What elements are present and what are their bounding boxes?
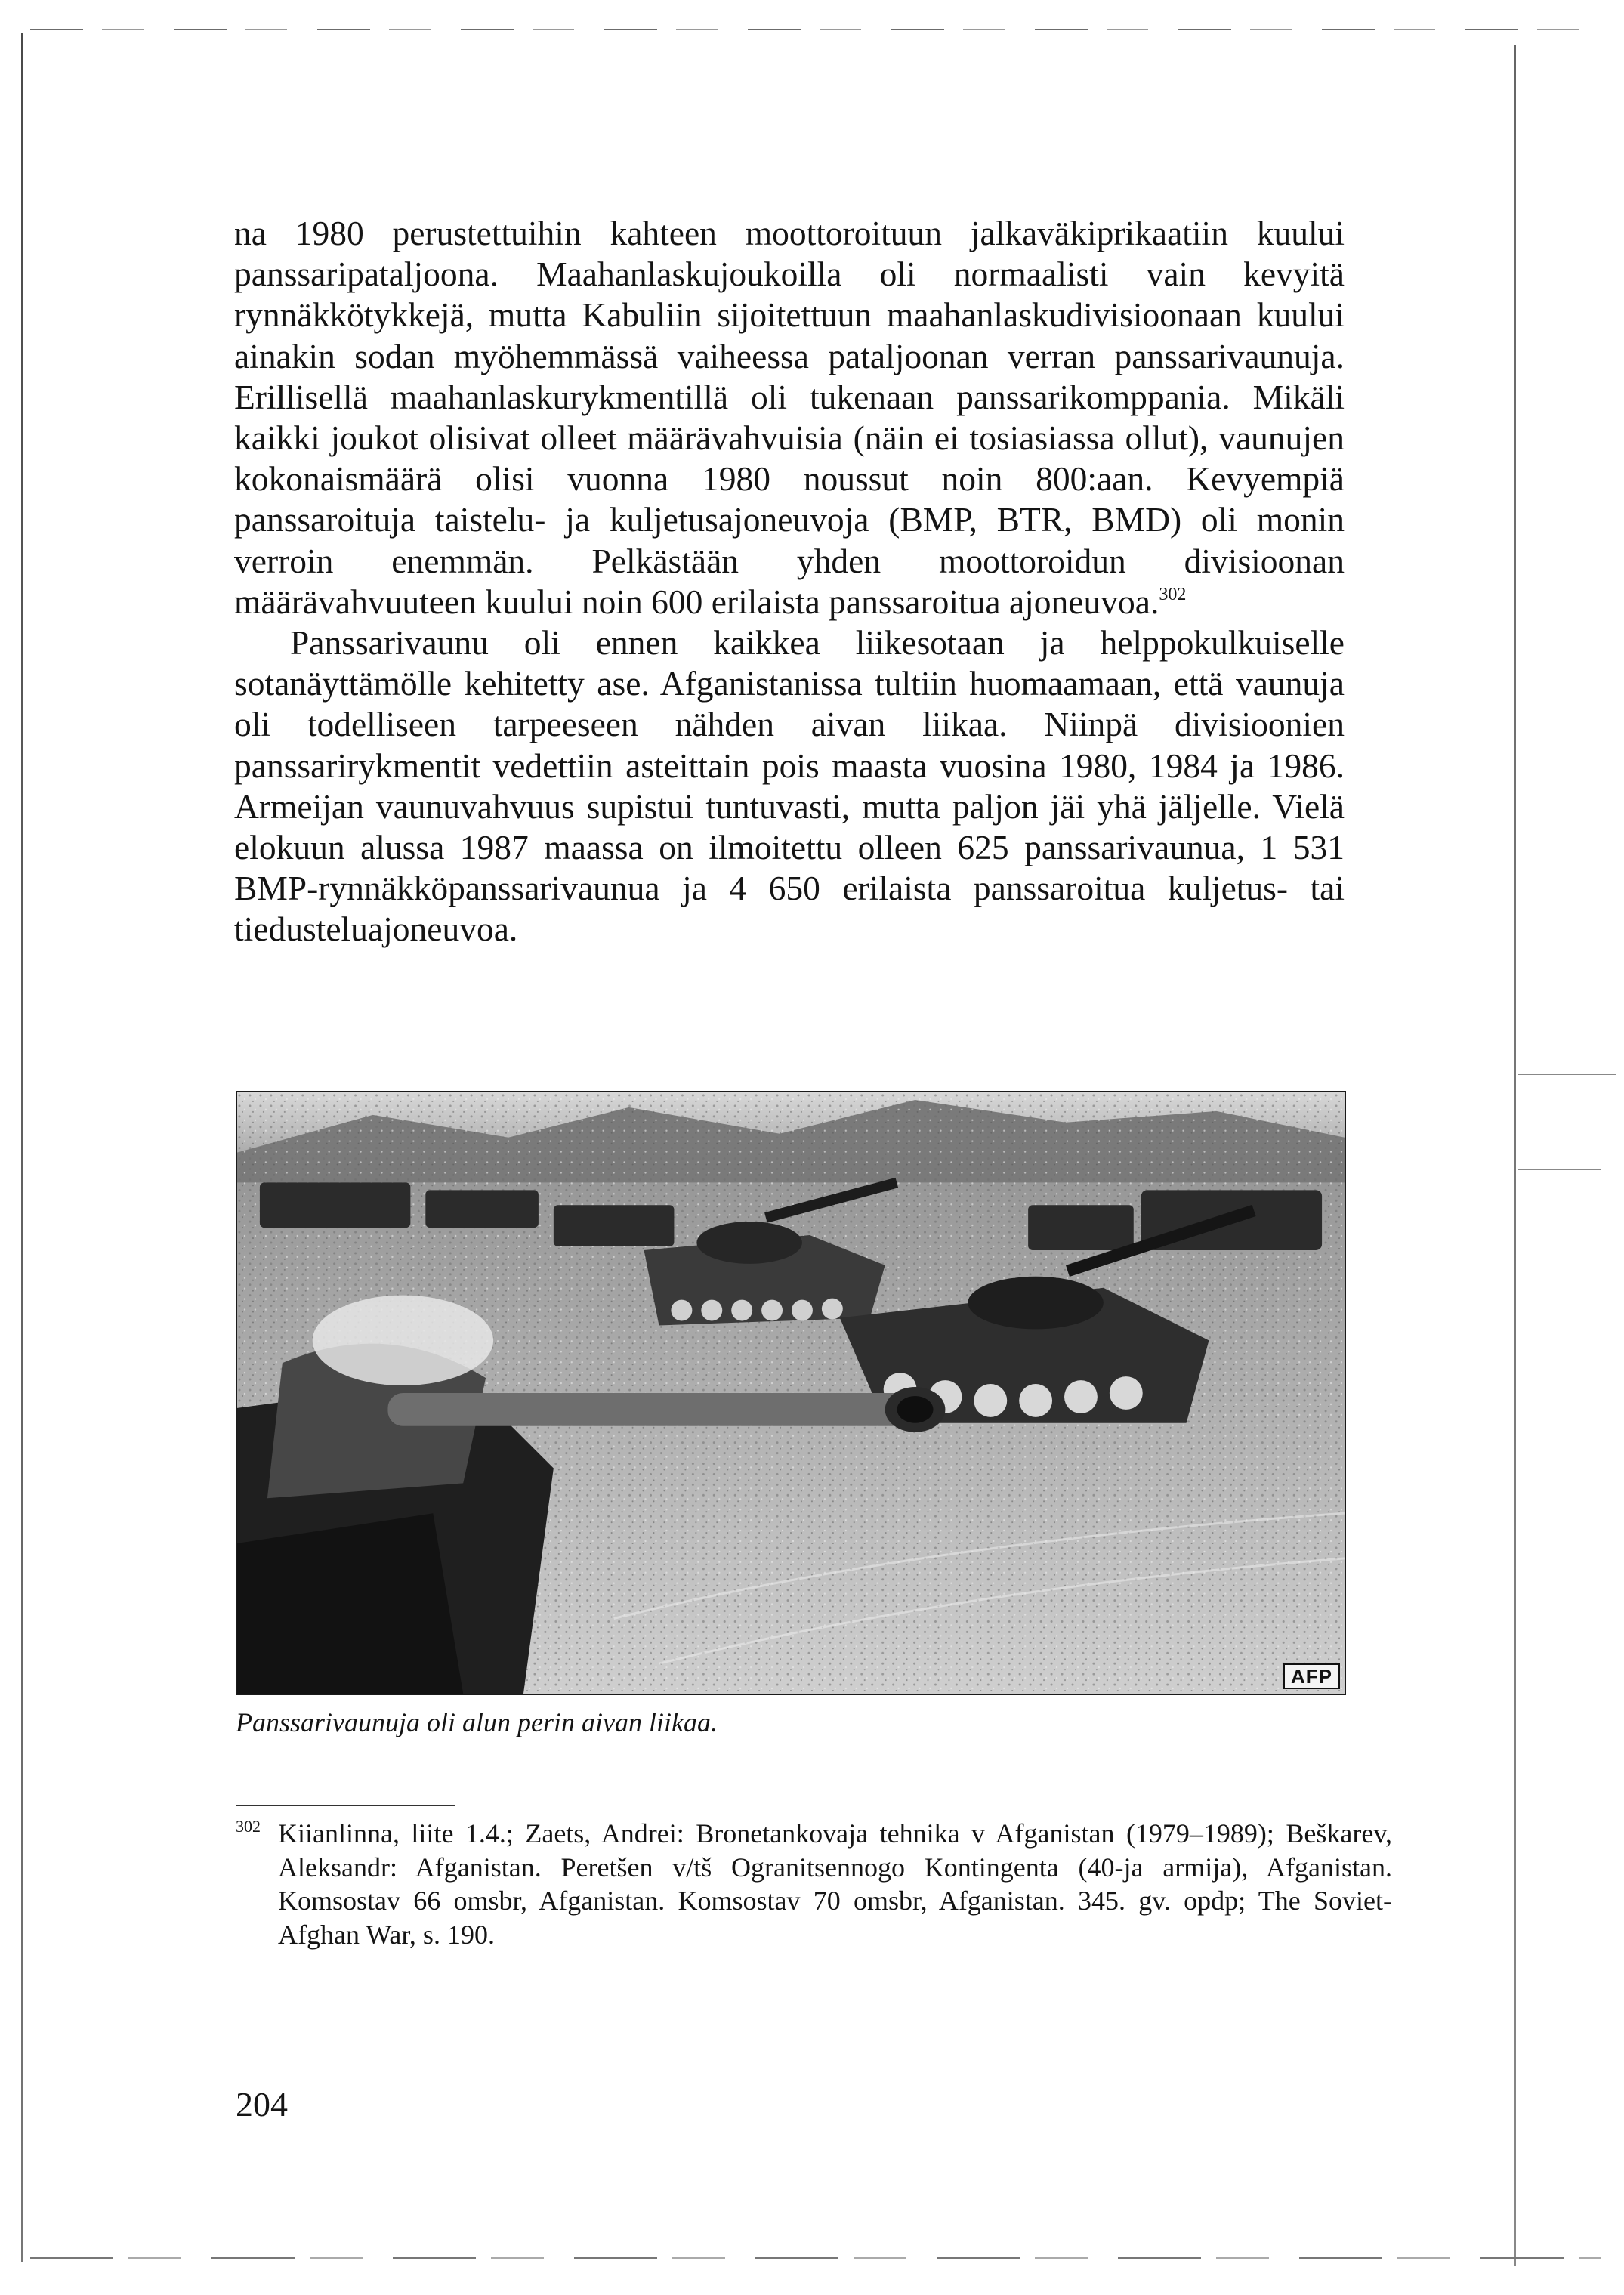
footnote-separator bbox=[236, 1805, 455, 1806]
tank-photo-illustration bbox=[237, 1092, 1345, 1694]
footnote-text: Kiianlinna, liite 1.4.; Zaets, Andrei: Bronetankovaja tehnika v Afganistan (1979–1989); Beškarev, Aleksandr: Afganistan. Peretšen v/tš Ogranitsennogo Kontingenta (40-ja armija), Afganistan. Komsostav 66 omsbr, Afganistan. Komsostav 70 omsbr, Afganistan. 345. gv. opdp; The Soviet-Afghan War, s. 190. bbox=[278, 1818, 1392, 1950]
page-number: 204 bbox=[236, 2085, 288, 2124]
scan-edge-tick bbox=[1518, 1169, 1601, 1170]
scan-edge-left bbox=[21, 33, 23, 2262]
paragraph-1 bbox=[234, 213, 1345, 622]
photo-caption: Panssarivaunuja oli alun perin aivan liikaa. bbox=[236, 1707, 718, 1737]
footnote-reference[interactable]: 302 bbox=[1159, 584, 1187, 604]
tank-photo bbox=[236, 1091, 1346, 1695]
scan-edge-tick bbox=[1518, 1074, 1616, 1075]
scan-edge-right bbox=[1514, 45, 1516, 2266]
scan-edge-top bbox=[30, 29, 1594, 30]
body-text bbox=[234, 213, 1345, 950]
afp-logo: AFP bbox=[1283, 1663, 1340, 1689]
scan-edge-bottom bbox=[30, 2257, 1601, 2259]
paragraph-1-text: na 1980 perustettuihin kahteen moottoroituun jalkaväkiprikaatiin kuului panssaripataljoona. Maahanlaskujoukoilla oli normaalisti vain kevyitä rynnäkkötykkejä, mutta Kabuliin sijoitettuun maahanlaskudivisioonaan kuului ainakin sodan myöhemmässä vaiheessa pataljoonan verran panssarivaunuja. Erillisellä maahanlaskurykmentillä oli tukenaan panssarikomppania. Mikäli kaikki joukot olisivat olleet määrävahvuisia (näin ei tosiasiassa ollut), vaunujen kokonaismäärä olisi vuonna 1980 noussut noin 800:aan. Kevyempiä panssaroituja taistelu- ja kuljetusajoneuvoja (BMP, BTR, BMD) oli monin verroin enemmän. Pelkästään yhden moottoroidun divisioonan määrävahvuuteen kuului noin 600 erilaista panssaroitua ajoneuvoa. bbox=[234, 214, 1345, 621]
paragraph-2: Panssarivaunu oli ennen kaikkea liikesotaan ja helppokulkuiselle sotanäyttämölle kehitetty ase. Afganistanissa tultiin huomaamaan, että vaunuja oli todelliseen tarpeeseen nähden aivan liikaa. Niinpä divisioonien panssarirykmentit vedettiin asteittain pois maasta vuosina 1980, 1984 ja 1986. Armeijan vaunuvahvuus supistui tuntuvasti, mutta paljon jäi yhä jäljelle. Vielä elokuun alussa 1987 maassa on ilmoitettu olleen 625 panssarivaunua, 1 531 BMP-rynnäkköpanssarivaunua ja 4 650 erilaista panssaroitua kuljetus- tai tiedusteluajoneuvoa. bbox=[234, 623, 1345, 949]
footnote-302: 302 Kiianlinna, liite 1.4.; Zaets, Andrei: Bronetankovaja tehnika v Afganistan (1979–1989); Beškarev, Aleksandr: Afganistan. Peretšen v/tš Ogranitsennogo Kontingenta (40-ja armija), Afganistan. Komsostav 66 omsbr, Afganistan. Komsostav 70 omsbr, Afganistan. 345. gv. opdp; The Soviet-Afghan War, s. 190. bbox=[236, 1817, 1392, 1950]
